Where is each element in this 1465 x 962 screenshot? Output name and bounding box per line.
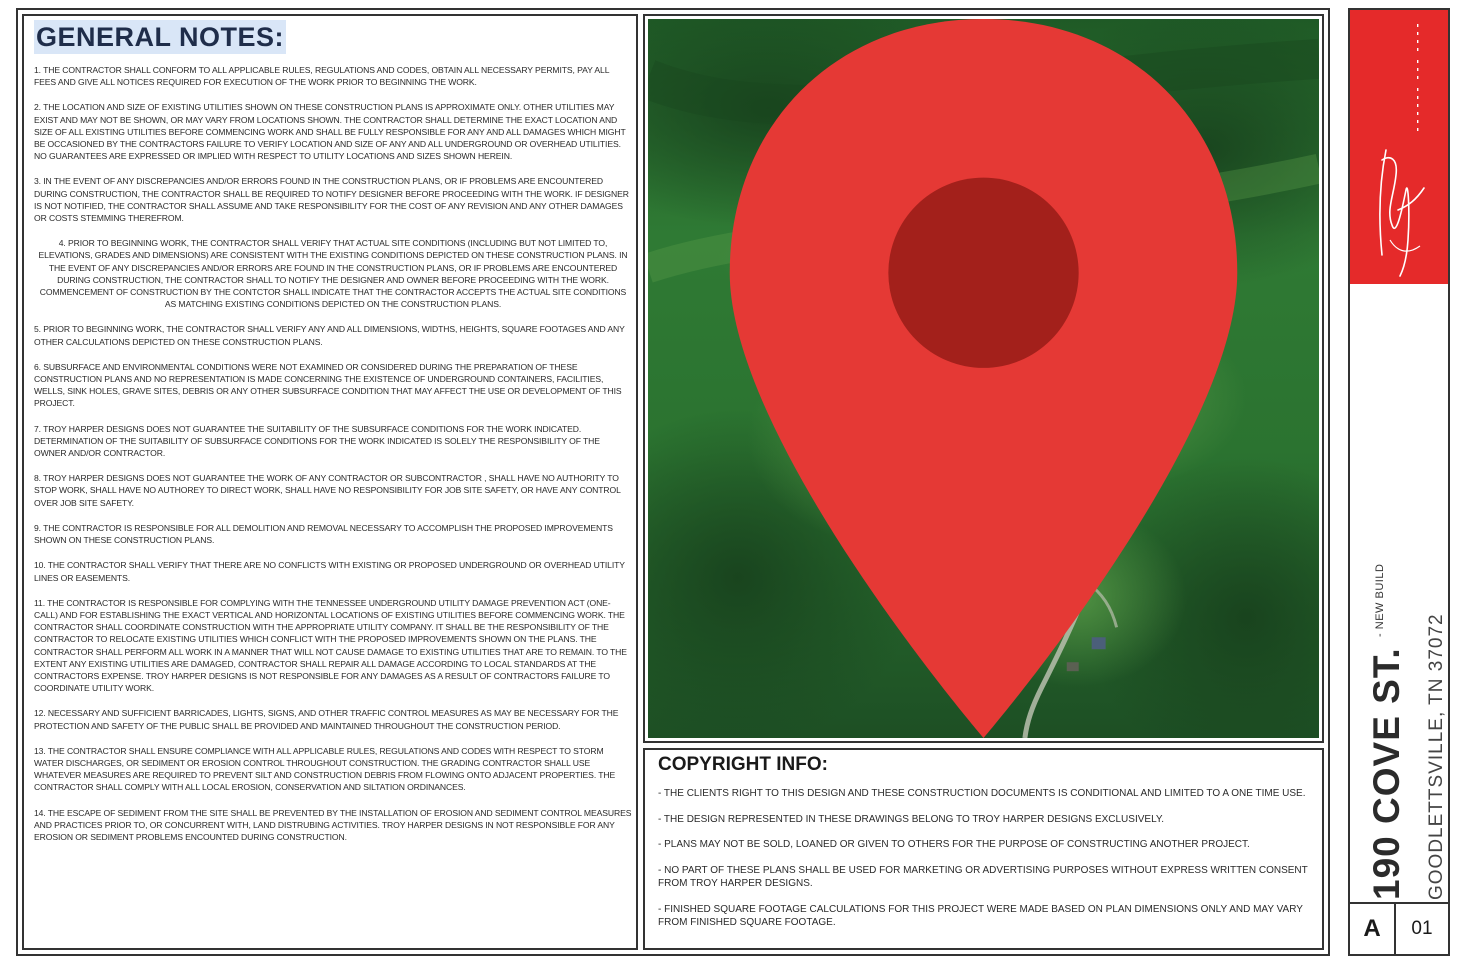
note-10: 10. THE CONTRACTOR SHALL VERIFY THAT THERE ARE NO CONFLICTS WITH EXISTING OR PROPOSED UNDERGROUND OR OVERHEAD UTILITY LINES OR EASEMENTS. — [34, 560, 625, 583]
copyright-item-2: - THE DESIGN REPRESENTED IN THESE DRAWINGS BELONG TO TROY HARPER DESIGNS EXCLUSIVELY. — [658, 813, 1165, 825]
note-1: 1. THE CONTRACTOR SHALL CONFORM TO ALL APPLICABLE RULES, REGULATIONS AND CODES, OBTAIN ALL NECESSARY PERMITS, PAY ALL FEES AND GIVE ALL NOTICES REQUIRED FOR EXECUTION OF THE WORK PRIOR TO BEGINNING THE WORK. — [34, 65, 610, 88]
note-6: 6. SUBSURFACE AND ENVIRONMENTAL CONDITIONS WERE NOT EXAMINED OR CONSIDERED DURING THE PREPARATION OF THESE CONSTRUCTION PLANS AND NO REPRESENTATION IS MADE CONCERNING THE EXISTENCE OF UNDERGROUND CONTAINERS, FACILITIES, WELLS, SINK HOLES, GRAVE SITES, DEBRIS OR ANY OTHER SUBSURFACE CONDITION THAT MAY AFFECT THE USE OR DEVELOPMENT OF THIS PROJECT. — [34, 361, 622, 409]
note-2: 2. THE LOCATION AND SIZE OF EXISTING UTILITIES SHOWN ON THESE CONSTRUCTION PLANS IS APPROXIMATE ONLY. OTHER UTILITIES MAY EXIST AND MAY NOT BE SHOWN, OR MAY VARY FROM LOCATIONS SHOWN. THE CONTRACTOR SHALL DETERMINE THE EXACT LOCATION AND SIZE OF ALL EXISTING UTILITIES BEFORE COMMENCING WORK AND SHALL BE FULLY RESPONSIBLE FOR ANY AND ALL DAMAGES WHICH MIGHT BE OCCASIONED BY THE CONTRACTORS FAILURE TO VERIFY LOCATION AND SIZE OF ANY AND ALL UNDERGROUND OR OVERHEAD UTILITIES. NO GUARANTEES ARE EXPRESSED OR IMPLIED WITH RESPECT TO UTILITY LOCATIONS AND SIZES SHOWN HEREIN. — [34, 102, 626, 162]
note-14: 14. THE ESCAPE OF SEDIMENT FROM THE SITE SHALL BE PREVENTED BY THE INSTALLATION OF EROSION AND SEDIMENT CONTROL MEASURES AND PRACTICES PRIOR TO, OR CONCURRENT WITH, LAND DISTRUBING ACTIVITIES. TROY HARPER DESIGNS IN NOT RESPONSIBLE FOR ANY EROSION OR SEDIMENT PROBLEMS ENCOUNTED DURING CONSTRUCTION. — [34, 807, 632, 842]
general-notes-title: GENERAL NOTES: — [36, 22, 285, 52]
sheet-letter: A — [1350, 904, 1396, 954]
note-4: 4. PRIOR TO BEGINNING WORK, THE CONTRACTOR SHALL VERIFY THAT ACTUAL SITE CONDITIONS (INCLUDING BUT NOT LIMITED TO, ELEVATIONS, GRADES AND DIMENSIONS) ARE CONSISTENT WITH THE EXISTING CONDITIONS DEPICTED ON THESE CONSTRUCTION PLANS. IN THE EVENT OF ANY DISCREPANCIES AND/OR ERRORS ARE FOUND IN THE CONSTRUCTION PLANS, OR IF PROBLEMS ARE ENCOUNTERED DURING CONSTRUCTION, THE CONTRACTOR SHALL TO NOTIFY THE DESIGNER AND OWNER BEFORE PROCEEDING WITH THE WORK. COMMENCEMENT OF CONSTRUCTION BY THE CONTCTOR SHALL INDICATE THAT THE CONTRACTOR ACCEPTS THE ACTUAL SITE CONDITIONS AS MATCHING EXISTING CONDITIONS DEPICTED ON THE CONSTRUCTION PLANS. — [38, 238, 628, 310]
project-name: 190 COVE ST. — [1366, 647, 1407, 900]
site-map-frame — [643, 14, 1324, 743]
note-13: 13. THE CONTRACTOR SHALL ENSURE COMPLIANCE WITH ALL APPLICABLE RULES, REGULATIONS AND CODES WITH RESPECT TO STORM WATER DISCHARGES, OR SEDIMENT OR EROSION CONTROL THROUGHOUT CONSTRUCTION. THE GRADING CONTRACTOR SHALL USE WHATEVER MEASURES ARE REQUIRED TO PREVENT SILT AND CONSTRUCTION DEBRIS FROM FLOWING ONTO ADJACENT PROPERTIES. THE CONTRACTOR SHALL COMPLY WITH ALL LOCAL EROSION, CONSERVATION AND SILTATION ORDINANCES. — [34, 745, 616, 793]
project-location: GOODLETTSVILLE, TN 37072 — [1426, 613, 1447, 900]
title-block — [1348, 8, 1450, 956]
signature-logo-icon — [1350, 10, 1448, 284]
note-5: 5. PRIOR TO BEGINNING WORK, THE CONTRACTOR SHALL VERIFY ANY AND ALL DIMENSIONS, WIDTHS, HEIGHTS, SQUARE FOOTAGES AND ANY OTHER CALCULATIONS DEPICTED ON THESE CONSTRUCTION PLANS. — [34, 324, 625, 347]
sheet-number: 01 — [1411, 918, 1433, 939]
copyright-item-1: - THE CLIENTS RIGHT TO THIS DESIGN AND THESE CONSTRUCTION DOCUMENTS IS CONDITIONAL AND LIMITED TO A ONE TIME USE. — [658, 788, 1306, 799]
copyright-item-3: - PLANS MAY NOT BE SOLD, LOANED OR GIVEN TO OTHERS FOR THE PURPOSE OF CONSTRUCTING ANOTHER PROJECT. — [658, 839, 1250, 850]
note-3: 3. IN THE EVENT OF ANY DISCREPANCIES AND/OR ERRORS FOUND IN THE CONSTRUCTION PLANS, OR IF PROBLEMS ARE ENCOUNTERED DURING CONSTRUCTION, THE CONTRACTOR SHALL BE REQUIRED TO NOTIFY DESIGNER BEFORE PROCEEDING WITH THE WORK. IF DESIGNER IS NOT NOTIFIED, THE CONTRACTOR SHALL ASSUME AND TAKE RESPONSIBILITY FOR THE COST OF ANY REVISION AND ANY OTHER DAMAGES OR COSTS STEMMING THEREFROM. — [34, 176, 629, 224]
sheet-id-row — [1350, 902, 1448, 954]
general-notes-panel — [22, 14, 638, 950]
map-pin-icon — [648, 19, 1319, 738]
note-12: 12. NECESSARY AND SUFFICIENT BARRICADES, LIGHTS, SIGNS, AND OTHER TRAFFIC CONTROL MEASURES AS MAY BE NECESSARY FOR THE PROTECTION AND SAFETY OF THE PUBLIC SHALL BE PROVIDED AND MAINTAINED THROUGHOUT THE CONSTRUCTION PERIOD. — [34, 708, 619, 731]
project-type: - NEW BUILD — [1374, 563, 1386, 637]
brand-logo-box — [1350, 10, 1448, 284]
copyright-panel — [643, 748, 1324, 950]
aerial-site-map — [648, 19, 1319, 738]
project-address-block — [1356, 530, 1447, 900]
note-8: 8. TROY HARPER DESIGNS DOES NOT GUARANTEE THE WORK OF ANY CONTRACTOR OR SUBCONTRACTOR , SHALL HAVE NO AUTHORITY TO STOP WORK, SHALL HAVE NO AUTHOREY TO DIRECT WORK, SHALL HAVE NO RESPONSIBILITY FOR JOB SITE SAFETY, OR HAVE ANY CONTROL OVER JOB SITE SAFETY. — [34, 473, 621, 508]
copyright-item-4: - NO PART OF THESE PLANS SHALL BE USED FOR MARKETING OR ADVERTISING PURPOSES WITHOUT EXPRESS WRITTEN CONSENT FROM TROY HARPER DESIGNS. — [658, 864, 1308, 889]
note-7: 7. TROY HARPER DESIGNS DOES NOT GUARANTEE THE SUITABILITY OF THE SUBSURFACE CONDITIONS FOR THE WORK INDICATED. DETERMINATION OF THE SUITABILITY OF SUBSURFACE CONDITIONS FOR THE WORK INDICATED IS SOLELY THE RESPONSIBILITY OF THE OWNER AND/OR CONTRACTOR. — [34, 423, 600, 459]
note-9: 9. THE CONTRACTOR IS RESPONSIBLE FOR ALL DEMOLITION AND REMOVAL NECESSARY TO ACCOMPLISH THE PROPOSED IMPROVEMENTS SHOWN ON THESE CONSTRUCTION PLANS. — [34, 522, 613, 546]
copyright-item-5: - FINISHED SQUARE FOOTAGE CALCULATIONS FOR THIS PROJECT WERE MADE BASED ON PLAN DIMENSIONS ONLY AND MAY VARY FROM FINISHED SQUARE FOOTAGE. — [658, 903, 1303, 928]
copyright-title: COPYRIGHT INFO: — [658, 754, 828, 775]
note-11: 11. THE CONTRACTOR IS RESPONSIBLE FOR COMPLYING WITH THE TENNESSEE UNDERGROUND UTILITY DAMAGE PREVENTION ACT (ONE-CALL) AND FOR ESTABLISHING THE EXACT VERTICAL AND HORIZONTAL LOCATIONS OF EXISTING UTILITIES BEFORE COMMENCING WORK. THE CONTRACTOR SHALL COORDINATE CONSTRUCTION WITH THE APPROPRIATE UTILITY COMPANY. IT SHALL BE THE RESPONSIBILITY OF THE CONTRACTOR TO RELOCATE EXISTING UTILITIES WHICH CONFLICT WITH THE PROPOSED IMPROVEMENTS SHOWN ON THE PLANS. THE CONTRACTOR SHALL PERFORM ALL WORK IN A MANNER THAT WILL NOT CAUSE DAMAGE TO EXISTING UTILITIES THAT ARE TO REMAIN. TO THE EXTENT ANY EXISTING UTILITIES ARE DAMAGED, CONTRACTOR SHALL REPAIR ALL DAMAGE ACCORDING TO LOCAL STANDARDS AT THE CONTRACTORS EXPENSE. TROY HARPER DESIGNS IS NOT RESPONSIBLE FOR ANY DAMAGES AS A RESULT OF CONTRACTORS FAILURE TO COORDINATE UTILITY WORK. — [34, 597, 627, 694]
